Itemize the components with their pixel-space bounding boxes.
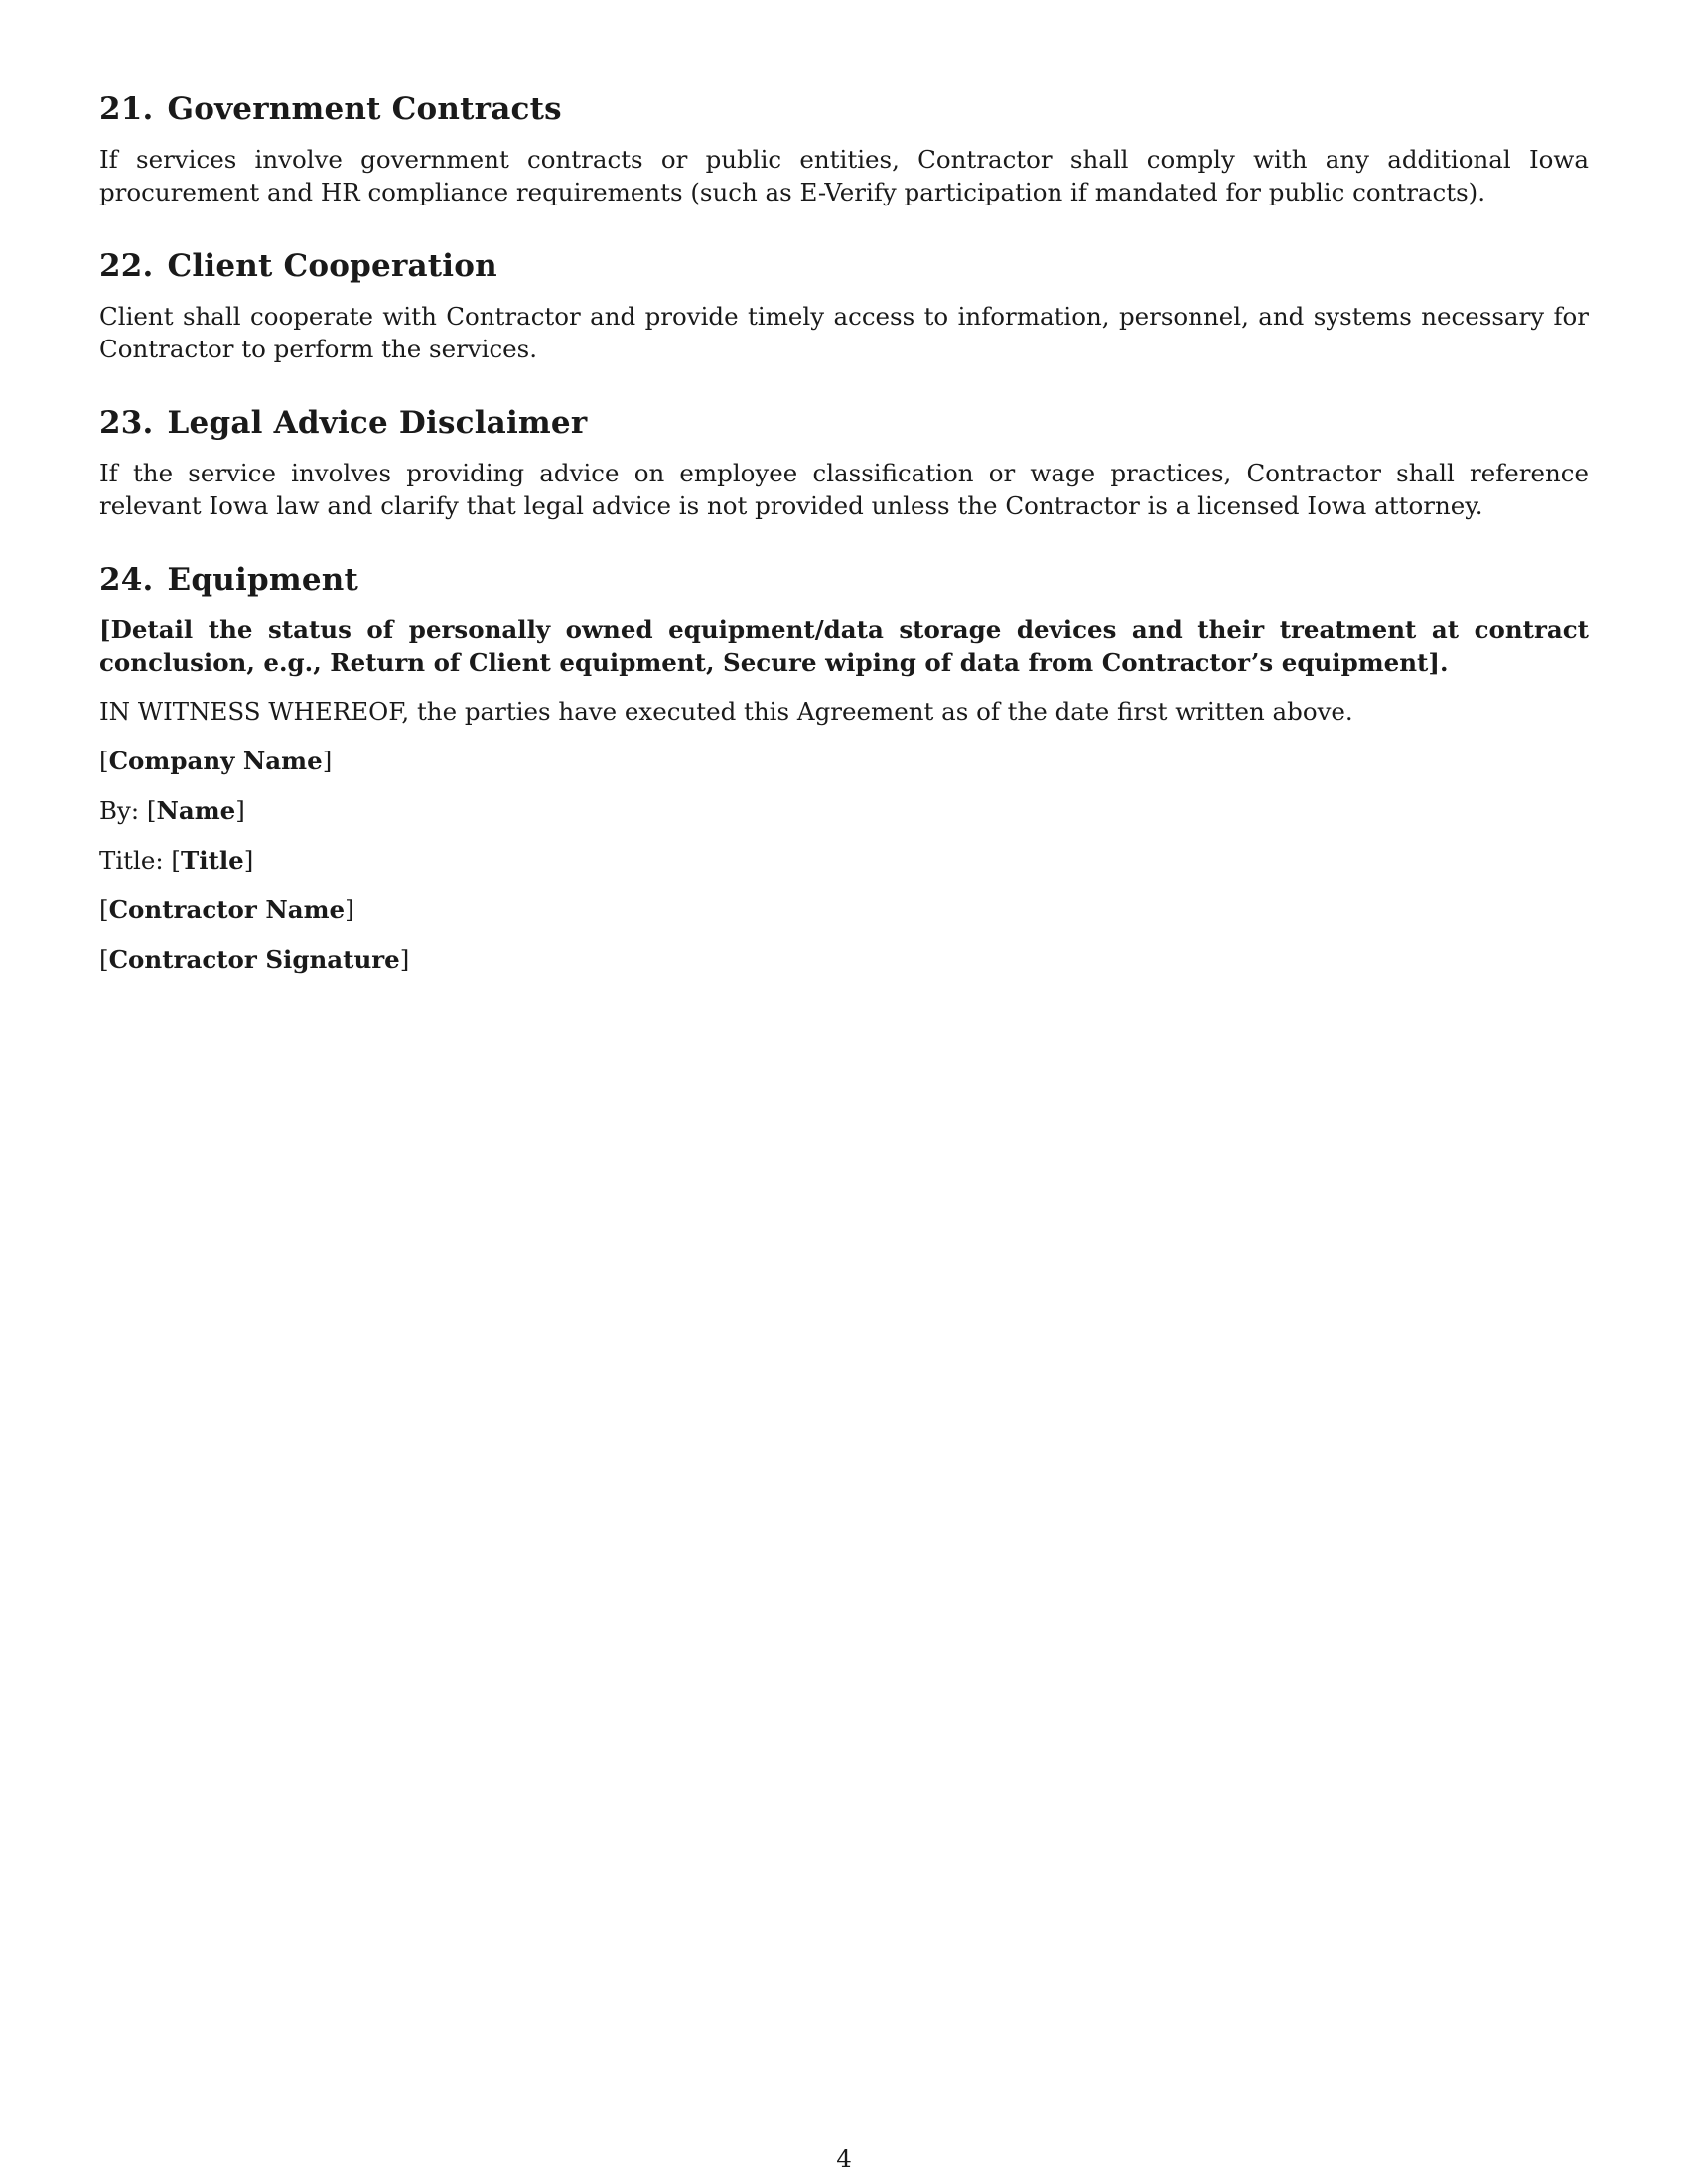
section-title: Client Cooperation: [167, 248, 497, 284]
bracket-close: ]: [235, 796, 245, 825]
section-21-government-contracts: [99, 89, 1589, 208]
company-name-placeholder: Company Name: [108, 747, 323, 775]
contractor-signature-line: [99, 943, 1589, 976]
bracket-open: [: [171, 846, 181, 875]
section-title: Government Contracts: [167, 91, 562, 127]
title-line: [99, 844, 1589, 877]
contractor-name-placeholder: Contractor Name: [108, 895, 346, 924]
signature-block: [99, 695, 1589, 976]
section-22-client-cooperation: [99, 246, 1589, 365]
section-body: If the service involves providing advice on employee classification or wage practices, Contractor shall reference relevant Iowa law and clarify that legal advice is not provided unless the Contractor is a licensed Iowa attorney.: [99, 459, 1589, 520]
contractor-name-line: [99, 893, 1589, 926]
page-number: 4: [836, 2144, 852, 2173]
section-number: 23.: [99, 405, 154, 441]
section-heading: [99, 560, 1589, 600]
document-page: [99, 89, 1589, 993]
section-heading: [99, 89, 1589, 129]
section-24-equipment: [99, 560, 1589, 679]
section-number: 22.: [99, 248, 154, 284]
witness-statement: IN WITNESS WHEREOF, the parties have executed this Agreement as of the date first written above.: [99, 697, 1353, 726]
section-body: If services involve government contracts or public entities, Contractor shall comply with any additional Iowa procurement and HR compliance requirements (such as E-Verify participation if mandated for public contracts).: [99, 145, 1589, 206]
bracket-close: ]: [399, 945, 410, 974]
bracket-open: [: [99, 747, 109, 775]
by-name-placeholder: Name: [156, 796, 236, 825]
by-label: By:: [99, 796, 140, 825]
by-line: [99, 794, 1589, 827]
section-title: Legal Advice Disclaimer: [167, 405, 588, 441]
bracket-open: [: [146, 796, 157, 825]
contractor-signature-placeholder: Contractor Signature: [108, 945, 400, 974]
section-number: 24.: [99, 562, 154, 598]
section-number: 21.: [99, 91, 154, 127]
bracket-close: ]: [322, 747, 333, 775]
bracket-close: ]: [243, 846, 254, 875]
equipment-placeholder-text: [Detail the status of personally owned equipment/data storage devices and their treatment at contract conclusion, e.g., Return of Client equipment, Secure wiping of data from Contractor’s equipment].: [99, 615, 1589, 677]
bracket-close: ]: [345, 895, 354, 924]
section-heading: [99, 403, 1589, 443]
section-23-legal-advice-disclaimer: [99, 403, 1589, 522]
section-title: Equipment: [167, 562, 359, 598]
title-placeholder: Title: [180, 846, 244, 875]
bracket-open: [: [99, 945, 109, 974]
title-label: Title:: [99, 846, 164, 875]
bracket-open: [: [99, 895, 109, 924]
section-body: Client shall cooperate with Contractor and provide timely access to information, personnel, and systems necessary for Contractor to perform the services.: [99, 302, 1589, 363]
company-name-line: [99, 745, 1589, 777]
section-heading: [99, 246, 1589, 286]
